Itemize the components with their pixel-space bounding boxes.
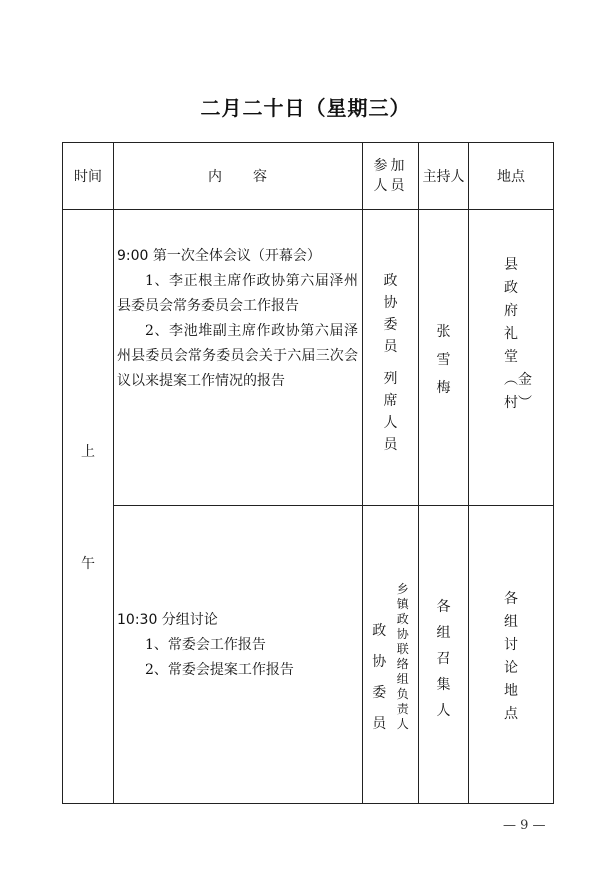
host-cell (419, 210, 469, 506)
attendees-cell (363, 506, 419, 804)
header-time: 时间 (63, 143, 114, 210)
attendees-group: 政协委员 (383, 273, 398, 355)
attendees-cell (363, 210, 419, 506)
header-attendees: 参加 人员 (363, 143, 419, 210)
period-am-2: 午 (81, 555, 95, 572)
table-row (63, 210, 554, 506)
table-row (63, 506, 554, 804)
header-location: 地点 (469, 143, 554, 210)
header-row (63, 143, 554, 210)
period-am-1: 上 (81, 443, 95, 460)
location-text: 各组讨论地点 (504, 591, 518, 722)
location-cell (469, 506, 554, 804)
content-cell (114, 506, 363, 804)
header-host: 主持人 (419, 143, 469, 210)
meeting-heading: 9:00 第一次全体会议（开幕会） (117, 248, 321, 264)
agenda-item: 1、李正根主席作政协第六届泽州县委员会常务委员会工作报告 (117, 273, 358, 314)
meeting-heading: 10:30 分组讨论 (117, 612, 218, 628)
attendees-group: 政协委员 (372, 623, 387, 732)
header-content: 内 容 (114, 143, 363, 210)
agenda-item: 2、李池堆副主席作政协第六届泽州县委员会常务委员会关于六届三次会议以来提案工作情况的报告 (117, 323, 358, 389)
page-number: — 9 — (503, 818, 546, 833)
content-cell (114, 210, 363, 506)
period-cell (63, 210, 114, 804)
location-cell (469, 210, 554, 506)
page-title: 二月二十日（星期三） (200, 96, 411, 120)
location-text: 县政府礼堂︵金村︶ (504, 257, 532, 411)
host-name: 各组召集人 (436, 599, 451, 719)
host-cell (419, 506, 469, 804)
attendees-group: 乡镇政协联络组负责人 (396, 582, 409, 731)
agenda-item: 1、常委会工作报告 (145, 637, 266, 653)
attendees-group: 列席人员 (383, 371, 398, 453)
host-name: 张雪梅 (436, 324, 451, 396)
agenda-item: 2、常委会提案工作报告 (145, 662, 294, 678)
schedule-table (62, 142, 554, 804)
